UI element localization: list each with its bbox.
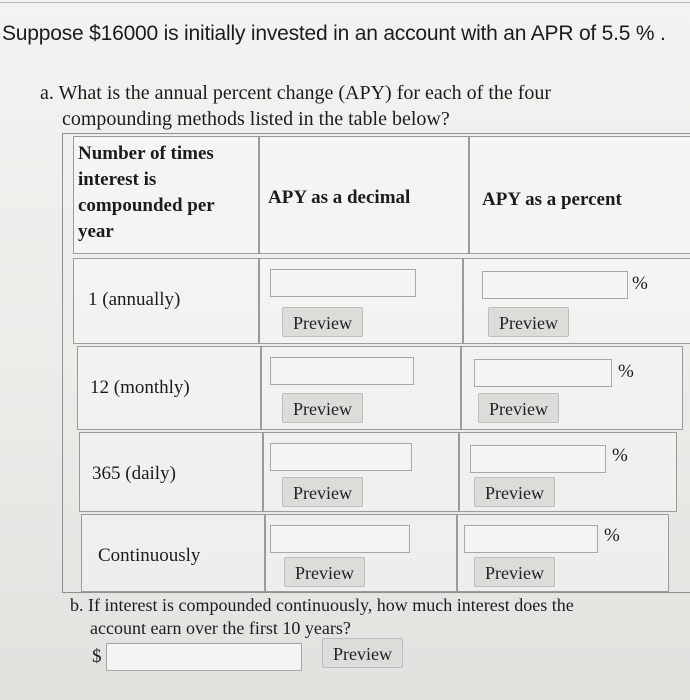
apy-decimal-input-monthly[interactable]	[270, 357, 414, 385]
row-label-continuously: Continuously	[98, 545, 201, 566]
decimal-cell	[265, 514, 457, 592]
header-line: Number of times	[78, 143, 214, 164]
percent-cell	[459, 432, 677, 512]
apy-percent-input-monthly[interactable]	[474, 359, 612, 387]
part-a-line-2: compounding methods listed in the table below?	[62, 108, 450, 130]
percent-sign: %	[612, 445, 628, 466]
apy-percent-input-daily[interactable]	[470, 445, 606, 473]
preview-decimal-monthly-button[interactable]: Preview	[282, 393, 363, 423]
table-row	[79, 432, 263, 512]
part-a-line-1: a. What is the annual percent change (APY) for each of the four	[40, 82, 552, 104]
part-a-question	[40, 80, 640, 132]
preview-percent-daily-button[interactable]: Preview	[474, 477, 555, 507]
percent-sign: %	[632, 273, 648, 294]
apy-decimal-input-daily[interactable]	[270, 443, 412, 471]
apy-decimal-input-annually[interactable]	[270, 269, 416, 297]
table-row	[81, 514, 265, 592]
preview-interest-button[interactable]: Preview	[322, 638, 403, 668]
header-apy-decimal	[259, 136, 469, 254]
part-b-line-1: b. If interest is compounded continuously, how much interest does the	[70, 595, 574, 615]
table-row	[73, 258, 259, 344]
apy-percent-input-annually[interactable]	[482, 271, 628, 299]
percent-cell	[461, 346, 683, 430]
header-line: compounded per	[78, 195, 215, 216]
preview-decimal-annually-button[interactable]: Preview	[282, 307, 363, 337]
decimal-cell	[263, 432, 459, 512]
interest-earned-input[interactable]	[106, 643, 302, 671]
header-apy-decimal-label: APY as a decimal	[268, 187, 411, 208]
decimal-cell	[261, 346, 461, 430]
row-label-daily: 365 (daily)	[92, 463, 176, 484]
preview-decimal-continuously-button[interactable]: Preview	[284, 557, 365, 587]
row-label-annually: 1 (annually)	[88, 289, 181, 310]
percent-cell	[457, 514, 669, 592]
part-b-question	[70, 594, 670, 640]
table-row	[77, 346, 261, 430]
header-apy-percent	[469, 136, 690, 254]
preview-percent-annually-button[interactable]: Preview	[488, 307, 569, 337]
apy-table	[62, 133, 690, 593]
currency-symbol: $	[92, 646, 102, 667]
percent-sign: %	[604, 525, 620, 546]
percent-cell	[463, 258, 690, 344]
row-label-monthly: 12 (monthly)	[90, 377, 190, 398]
part-b-line-2: account earn over the first 10 years?	[90, 618, 351, 638]
percent-sign: %	[618, 361, 634, 382]
apy-percent-input-continuously[interactable]	[464, 525, 598, 553]
header-line: year	[78, 221, 114, 242]
top-divider	[0, 2, 690, 3]
preview-decimal-daily-button[interactable]: Preview	[282, 477, 363, 507]
problem-statement: Suppose $16000 is initially invested in an account with an APR of 5.5 % .	[2, 22, 666, 45]
apy-decimal-input-continuously[interactable]	[270, 525, 410, 553]
header-apy-percent-label: APY as a percent	[482, 189, 622, 210]
preview-percent-monthly-button[interactable]: Preview	[478, 393, 559, 423]
decimal-cell	[259, 258, 463, 344]
header-line: interest is	[78, 169, 157, 190]
header-times-compounded	[73, 136, 259, 254]
preview-percent-continuously-button[interactable]: Preview	[474, 557, 555, 587]
